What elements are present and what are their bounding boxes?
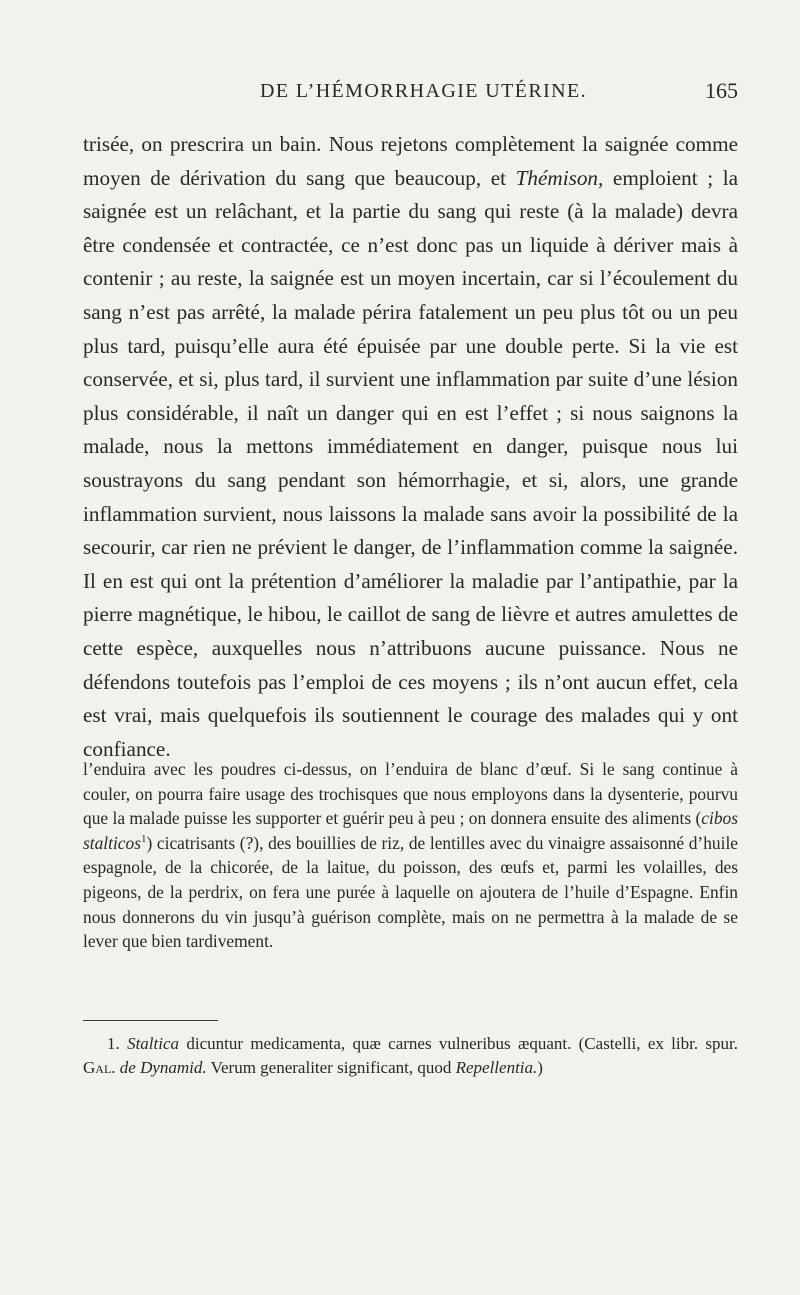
footnote-text-1: dicuntur medicamenta, quæ carnes vulneribus æquant. (Castelli, ex libr. spur. [179, 1034, 739, 1053]
footnote-divider [83, 1020, 218, 1021]
themison-italic: Thémison, [515, 165, 604, 190]
footnote-text-3: ) [537, 1058, 543, 1077]
cibos-stalticos-italic: cibos stalticos [83, 808, 738, 853]
footnote-term: Staltica [127, 1034, 180, 1053]
page-number: 165 [705, 78, 738, 103]
main-text-1: trisée, on prescrira un bain. Nous rejetons complètement la saignée comme moyen de dérivation du sang que beaucoup, et [83, 132, 738, 190]
footnote-repellentia: Repellentia. [455, 1058, 538, 1077]
secondary-text-2: ) cicatrisants (?), des bouillies de riz, de lentilles avec du vinaigre assaisonné d’huile espagnole, de la chicorée, de la laitue, du poisson, des œufs et, parmi les volailles, des pigeons, de la perdrix, on fera une purée à laquelle on ajoutera de l’huile d’Espagne. Enfin nous donnerons du vin jusqu’à guérison complète, mais on ne permettra à la malade de se lever que bien tardivement. [83, 832, 738, 952]
footnote [83, 1032, 738, 1080]
main-paragraph [83, 128, 738, 766]
translation-paragraph [83, 757, 738, 954]
main-text-2: emploient ; la saignée est un relâchant, et la partie du sang qui reste (à la malade) devra être condensée et contractée, ce n’est donc pas un liquide à dériver mais à contenir ; au reste, la saignée est un moyen incertain, car si l’écoulement du sang n’est pas arrêté, la malade périra fatalement un peu plus tôt ou un peu plus tard, puisqu’elle aura été épuisée par une double perte. Si la vie est conservée, et si, plus tard, il survient une inflammation par suite d’une lésion plus considérable, il naît un danger qui en est l’effet ; si nous saignons la malade, nous la mettons immédiatement en danger, puisque nous lui soustrayons du sang pendant son hémorrhagie, et si, alors, une grande inflammation survient, nous laissons la malade sans avoir la possibilité de la secourir, car rien ne prévient le danger, de l’inflammation comme la saignée. Il en est qui ont la prétention d’améliorer la maladie par l’antipathie, par la pierre magnétique, le hibou, le caillot de sang de lièvre et autres amulettes de cette espèce, auxquelles nous n’attribuons aucune puissance. Nous ne défendons toutefois pas l’emploi de ces moyens ; ils n’ont aucun effet, cela est vrai, mais quelquefois ils soutiennent le courage des malades qui y ont confiance. [83, 165, 738, 761]
footnote-number: 1. [107, 1034, 120, 1053]
secondary-text-1: l’enduira avec les poudres ci-dessus, on l’enduira de blanc d’œuf. Si le sang continue à couler, on pourra faire usage des trochisques que nous employons dans la dysenterie, pourvu que la malade puisse les supporter et guérir peu à peu ; on donnera ensuite des aliments ( [83, 759, 738, 829]
running-header [0, 80, 800, 114]
footnote-work: de Dynamid. [119, 1058, 207, 1077]
footnote-author: Gal. [83, 1058, 116, 1077]
footnote-marker: 1 [140, 832, 147, 845]
footnote-text-2: Verum generaliter significant, quod [206, 1058, 456, 1077]
running-title: DE L’HÉMORRHAGIE UTÉRINE. [260, 80, 588, 102]
